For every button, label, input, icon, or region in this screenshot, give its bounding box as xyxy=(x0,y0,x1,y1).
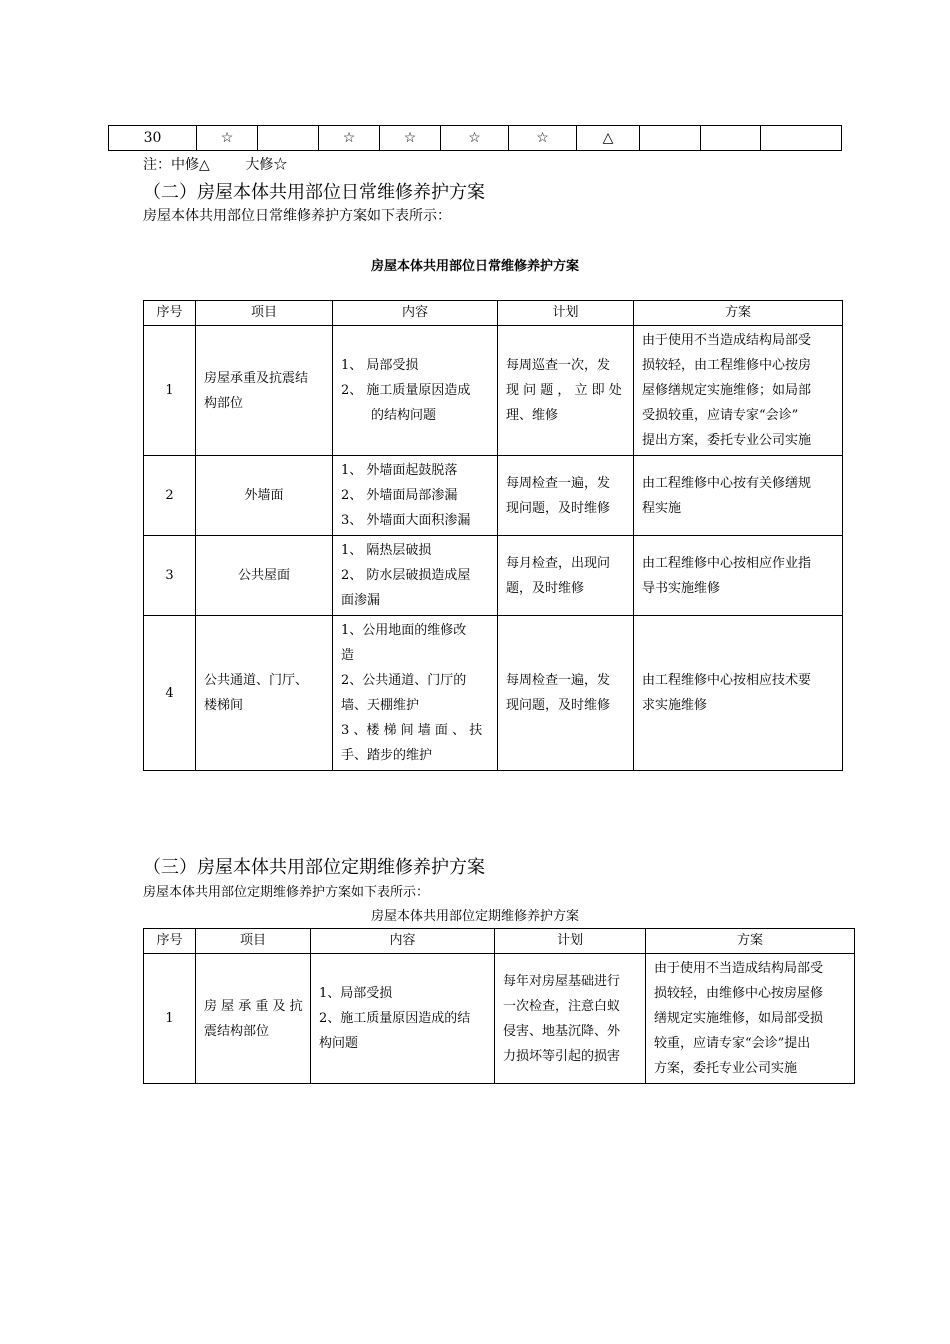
cell-line: 损较轻，由维修中心按房屋修 xyxy=(654,986,824,1001)
section2-caption: 房屋本体共用部位日常维修养护方案 xyxy=(370,259,579,274)
cell-line: 题，及时维修 xyxy=(506,580,585,596)
cell-line: 由于使用不当造成结构局部受 xyxy=(654,961,824,976)
cell-line: 构问题 xyxy=(319,1036,359,1051)
cell-line: 较重，应请专家“会诊”提出 xyxy=(654,1036,811,1051)
header-cell: 项目 xyxy=(196,929,311,954)
scheme-cell xyxy=(634,456,843,536)
cell-line: 导书实施维修 xyxy=(642,580,721,596)
cell-line: 由工程维修中心按相应技术要 xyxy=(642,673,812,688)
cell-line: 方案，委托专业公司实施 xyxy=(654,1061,798,1076)
table-cell xyxy=(640,126,701,151)
cell-line: 缮规定实施维修，如局部受损 xyxy=(654,1011,824,1026)
plan-cell xyxy=(498,616,634,771)
cell-line: 求实施维修 xyxy=(642,698,708,713)
item-cell xyxy=(196,326,333,456)
plan-cell xyxy=(498,456,634,536)
cell-line: 受损较重，应请专家“会诊” xyxy=(642,408,799,423)
daily-maintenance-table xyxy=(143,300,843,771)
content-cell xyxy=(333,456,498,536)
item-cell xyxy=(196,954,311,1084)
content-cell xyxy=(333,536,498,616)
cell-line: 每周巡查一次，发 xyxy=(506,358,611,373)
cell-line: 房 屋 承 重 及 抗 xyxy=(204,998,303,1014)
content-cell xyxy=(311,954,495,1084)
content-cell xyxy=(333,616,498,771)
row-number: 1 xyxy=(144,954,196,1084)
table-row xyxy=(144,456,843,536)
cell-line: 3 、楼 梯 间 墙 面 、 扶 xyxy=(341,723,483,738)
cell-line: 1、 隔热层破损 xyxy=(341,543,432,558)
cell-line: 房屋承重及抗震结 xyxy=(204,370,309,386)
cell-line: 震结构部位 xyxy=(204,1023,270,1039)
table-header-row xyxy=(144,929,855,954)
cell-line: 损较轻，由工程维修中心按房 xyxy=(642,358,812,373)
table-row xyxy=(144,616,843,771)
cell-line: 每月检查，出现问 xyxy=(506,555,611,571)
plan-cell xyxy=(495,954,646,1084)
cell-line: 现问题，及时维修 xyxy=(506,500,611,516)
row-number: 3 xyxy=(144,536,196,616)
section3-intro: 房屋本体共用部位定期维修养护方案如下表所示： xyxy=(143,885,430,900)
cell-line: 1、 外墙面起鼓脱落 xyxy=(341,463,458,478)
row-number: 2 xyxy=(144,456,196,536)
cell-line: 公共通道、门厅、 xyxy=(204,673,309,688)
header-cell: 方案 xyxy=(634,301,843,326)
scheme-cell xyxy=(634,326,843,456)
cell-line: 程实施 xyxy=(642,500,682,516)
cell-line: 由工程维修中心按相应作业指 xyxy=(642,555,812,571)
table-row xyxy=(109,126,842,151)
cell-line: 理、维修 xyxy=(506,408,559,423)
cell-line: 1、局部受损 xyxy=(319,986,393,1001)
plan-cell xyxy=(498,326,634,456)
cell-line: 2、 防水层破损造成屋 xyxy=(341,568,471,583)
cell-line: 手、踏步的维护 xyxy=(341,748,433,763)
cell-line: 的结构问题 xyxy=(371,408,437,423)
cell-line: 2、施工质量原因造成的结 xyxy=(319,1011,471,1026)
cell-line: 现 问 题 ， 立 即 处 xyxy=(506,383,622,398)
cell-line: 1、公用地面的维修改 xyxy=(341,623,467,638)
cell-line: 每周检查一遍，发 xyxy=(506,673,611,688)
scheme-cell xyxy=(634,536,843,616)
cell-line: 楼梯间 xyxy=(204,698,244,713)
plan-cell xyxy=(498,536,634,616)
table-cell: 30 xyxy=(109,126,197,151)
table-cell: ☆ xyxy=(319,126,380,151)
section3-heading: （三）房屋本体共用部位定期维修养护方案 xyxy=(143,857,485,878)
cell-line: 墙、天棚维护 xyxy=(341,698,420,713)
table-cell: ☆ xyxy=(509,126,577,151)
cell-line: 面渗漏 xyxy=(341,593,381,608)
cell-line: 侵害、地基沉降、外 xyxy=(503,1023,621,1039)
table-cell: ☆ xyxy=(441,126,509,151)
content-cell xyxy=(333,326,498,456)
cell-line: 造 xyxy=(341,648,355,663)
scheme-cell xyxy=(634,616,843,771)
table-row xyxy=(144,536,843,616)
top-table xyxy=(108,125,842,151)
item-cell: 外墙面 xyxy=(196,456,333,536)
cell-line: 构部位 xyxy=(204,395,244,411)
cell-line: 2、公共通道、门厅的 xyxy=(341,673,467,688)
section2-heading: （二）房屋本体共用部位日常维修养护方案 xyxy=(143,182,485,203)
item-cell xyxy=(196,616,333,771)
table-row xyxy=(144,326,843,456)
table-cell xyxy=(701,126,761,151)
header-cell: 内容 xyxy=(333,301,498,326)
cell-line: 提出方案，委托专业公司实施 xyxy=(642,433,812,448)
table-cell xyxy=(761,126,842,151)
table-cell: △ xyxy=(577,126,640,151)
cell-line: 现问题，及时维修 xyxy=(506,698,611,713)
table-cell: ☆ xyxy=(380,126,441,151)
row-number: 4 xyxy=(144,616,196,771)
cell-line: 力损坏等引起的损害 xyxy=(503,1048,621,1064)
cell-line: 2、 施工质量原因造成 xyxy=(341,383,471,398)
legend-note: 注：中修△ 大修☆ xyxy=(143,157,288,173)
table-cell xyxy=(258,126,319,151)
cell-line: 每周检查一遍，发 xyxy=(506,475,611,491)
periodic-maintenance-table xyxy=(143,928,855,1084)
item-cell: 公共屋面 xyxy=(196,536,333,616)
table-header-row xyxy=(144,301,843,326)
table-row xyxy=(144,954,855,1084)
cell-line: 2、 外墙面局部渗漏 xyxy=(341,488,458,503)
cell-line: 由于使用不当造成结构局部受 xyxy=(642,333,812,348)
cell-line: 一次检查，注意白蚁 xyxy=(503,998,621,1014)
section3-caption: 房屋本体共用部位定期维修养护方案 xyxy=(370,909,579,924)
row-number: 1 xyxy=(144,326,196,456)
header-cell: 方案 xyxy=(646,929,855,954)
cell-line: 1、 局部受损 xyxy=(341,358,419,373)
header-cell: 内容 xyxy=(311,929,495,954)
table-cell: ☆ xyxy=(197,126,258,151)
scheme-cell xyxy=(646,954,855,1084)
header-cell: 计划 xyxy=(498,301,634,326)
header-cell: 序号 xyxy=(144,301,196,326)
cell-line: 每年对房屋基础进行 xyxy=(503,973,621,989)
cell-line: 3、 外墙面大面积渗漏 xyxy=(341,513,471,528)
cell-line: 由工程维修中心按有关修缮规 xyxy=(642,475,812,491)
section2-intro: 房屋本体共用部位日常维修养护方案如下表所示： xyxy=(143,208,451,224)
header-cell: 项目 xyxy=(196,301,333,326)
cell-line: 屋修缮规定实施维修；如局部 xyxy=(642,383,812,398)
header-cell: 序号 xyxy=(144,929,196,954)
header-cell: 计划 xyxy=(495,929,646,954)
